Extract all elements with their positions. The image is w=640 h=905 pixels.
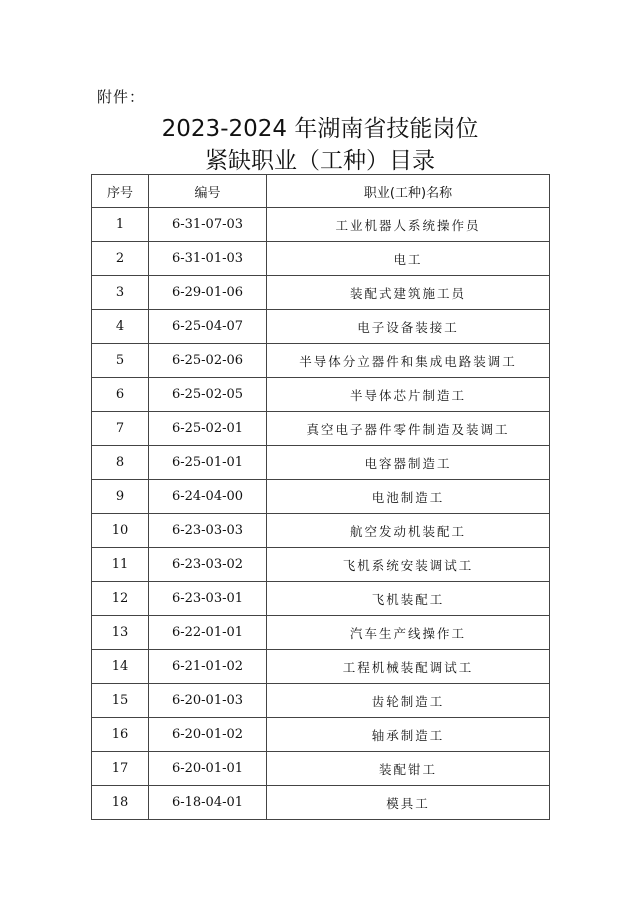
row-code: 6-18-04-01 — [149, 786, 267, 820]
row-occupation-name: 电池制造工 — [267, 480, 550, 514]
header-code: 编号 — [149, 175, 267, 208]
table-row — [92, 616, 550, 650]
row-code: 6-21-01-02 — [149, 650, 267, 684]
row-index: 6 — [92, 378, 149, 412]
row-code: 6-25-02-06 — [149, 344, 267, 378]
document-title-line-2: 紧缺职业（工种）目录 — [205, 148, 435, 174]
header-index: 序号 — [92, 175, 149, 208]
table-row — [92, 548, 550, 582]
row-index: 17 — [92, 752, 149, 786]
document-title-line-1: 2023-2024 年湖南省技能岗位 — [161, 116, 479, 142]
table-row — [92, 276, 550, 310]
row-occupation-name: 真空电子器件零件制造及装调工 — [267, 412, 550, 446]
table-row — [92, 446, 550, 480]
table-row — [92, 480, 550, 514]
row-code: 6-31-07-03 — [149, 208, 267, 242]
row-code: 6-29-01-06 — [149, 276, 267, 310]
row-code: 6-24-04-00 — [149, 480, 267, 514]
row-index: 9 — [92, 480, 149, 514]
table-body — [92, 208, 550, 820]
row-code: 6-25-02-01 — [149, 412, 267, 446]
row-code: 6-20-01-02 — [149, 718, 267, 752]
table-row — [92, 242, 550, 276]
table-row — [92, 650, 550, 684]
row-index: 7 — [92, 412, 149, 446]
row-occupation-name: 飞机装配工 — [267, 582, 550, 616]
row-index: 18 — [92, 786, 149, 820]
header-occupation-name: 职业(工种)名称 — [267, 175, 550, 208]
row-code: 6-23-03-03 — [149, 514, 267, 548]
row-index: 2 — [92, 242, 149, 276]
occupation-table — [91, 174, 550, 820]
row-occupation-name: 电工 — [267, 242, 550, 276]
attachment-label: 附件： — [97, 88, 146, 106]
row-code: 6-23-03-02 — [149, 548, 267, 582]
row-occupation-name: 装配式建筑施工员 — [267, 276, 550, 310]
row-index: 11 — [92, 548, 149, 582]
row-occupation-name: 电子设备装接工 — [267, 310, 550, 344]
row-index: 10 — [92, 514, 149, 548]
row-code: 6-25-04-07 — [149, 310, 267, 344]
row-occupation-name: 半导体芯片制造工 — [267, 378, 550, 412]
row-occupation-name: 航空发动机装配工 — [267, 514, 550, 548]
row-occupation-name: 电容器制造工 — [267, 446, 550, 480]
row-index: 8 — [92, 446, 149, 480]
row-code: 6-25-01-01 — [149, 446, 267, 480]
table-row — [92, 752, 550, 786]
row-index: 16 — [92, 718, 149, 752]
row-index: 12 — [92, 582, 149, 616]
table-row — [92, 378, 550, 412]
row-index: 14 — [92, 650, 149, 684]
row-code: 6-20-01-01 — [149, 752, 267, 786]
table-row — [92, 786, 550, 820]
table-row — [92, 344, 550, 378]
table-header-row — [92, 175, 550, 208]
row-occupation-name: 汽车生产线操作工 — [267, 616, 550, 650]
row-occupation-name: 装配钳工 — [267, 752, 550, 786]
table-row — [92, 718, 550, 752]
table-row — [92, 310, 550, 344]
row-index: 15 — [92, 684, 149, 718]
row-occupation-name: 模具工 — [267, 786, 550, 820]
row-occupation-name: 半导体分立器件和集成电路装调工 — [267, 344, 550, 378]
row-index: 3 — [92, 276, 149, 310]
table-row — [92, 208, 550, 242]
row-code: 6-25-02-05 — [149, 378, 267, 412]
table-row — [92, 684, 550, 718]
row-index: 13 — [92, 616, 149, 650]
table-row — [92, 582, 550, 616]
row-index: 1 — [92, 208, 149, 242]
row-code: 6-22-01-01 — [149, 616, 267, 650]
row-occupation-name: 齿轮制造工 — [267, 684, 550, 718]
row-occupation-name: 工程机械装配调试工 — [267, 650, 550, 684]
row-index: 4 — [92, 310, 149, 344]
row-code: 6-31-01-03 — [149, 242, 267, 276]
row-index: 5 — [92, 344, 149, 378]
row-code: 6-20-01-03 — [149, 684, 267, 718]
row-occupation-name: 轴承制造工 — [267, 718, 550, 752]
row-occupation-name: 工业机器人系统操作员 — [267, 208, 550, 242]
row-occupation-name: 飞机系统安装调试工 — [267, 548, 550, 582]
table-row — [92, 514, 550, 548]
row-code: 6-23-03-01 — [149, 582, 267, 616]
table-row — [92, 412, 550, 446]
